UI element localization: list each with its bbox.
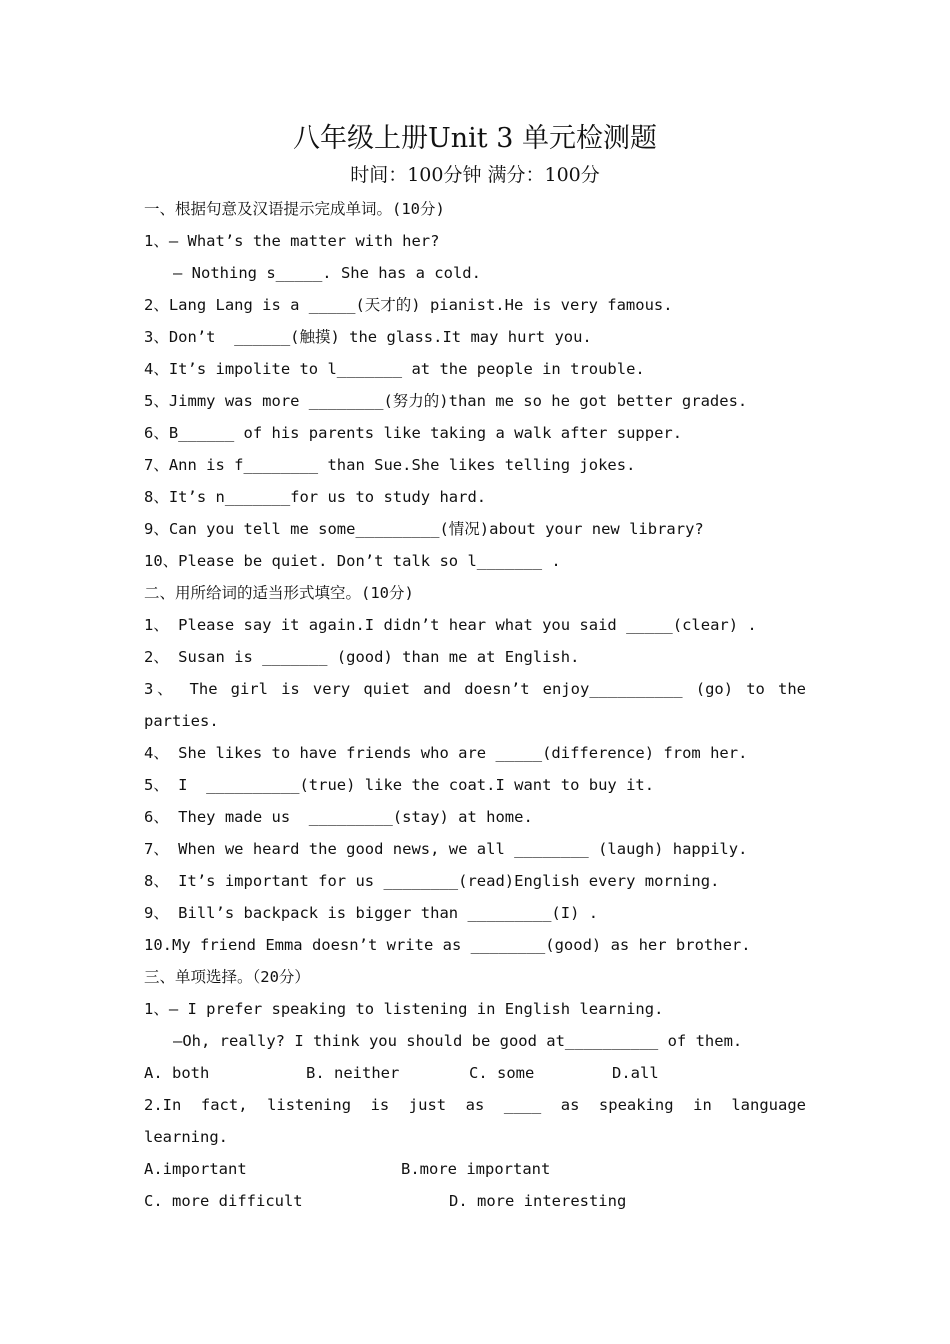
question-line: 7、 When we heard the good news, we all ________ (laugh) happily. xyxy=(144,840,748,858)
answer-options xyxy=(144,1185,806,1217)
question-line: 1、 Please say it again.I didn’t hear what you said _____(clear) . xyxy=(144,616,757,634)
section-1-heading: 一、根据句意及汉语提示完成单词。(10分) xyxy=(144,200,445,218)
section-1 xyxy=(144,193,806,577)
question-line: 6、 They made us _________(stay) at home. xyxy=(144,808,533,826)
question-line: 2、 Susan is _______ (good) than me at English. xyxy=(144,648,580,666)
question-line: 8、It’s n_______for us to study hard. xyxy=(144,488,487,506)
question-line: 3、 The girl is very quiet and doesn’t enjoy__________ (go) to the xyxy=(144,680,806,698)
option-a: A.important xyxy=(144,1160,247,1178)
section-2-heading: 二、用所给词的适当形式填空。(10分) xyxy=(144,584,414,602)
question-line: 9、Can you tell me some_________(情况)about your new library? xyxy=(144,520,704,538)
section-2 xyxy=(144,577,806,961)
question-line: 1、— I prefer speaking to listening in English learning. xyxy=(144,1000,664,1018)
question-line: 2、Lang Lang is a _____(天才的) pianist.He is very famous. xyxy=(144,296,673,314)
question-line: 9、 Bill’s backpack is bigger than _________(I) . xyxy=(144,904,599,922)
section-3-heading: 三、单项选择。（20分） xyxy=(144,968,310,986)
option-c: C. more difficult xyxy=(144,1192,303,1210)
question-line: 10、Please be quiet. Don’t talk so l_______ . xyxy=(144,552,561,570)
question-line: 8、 It’s important for us ________(read)English every morning. xyxy=(144,872,720,890)
question-line: parties. xyxy=(144,712,219,730)
question-line: 7、Ann is f________ than Sue.She likes telling jokes. xyxy=(144,456,636,474)
option-a: A. both xyxy=(144,1064,210,1082)
question-line: — Nothing s_____. She has a cold. xyxy=(173,264,481,282)
question-line: 5、Jimmy was more ________(努力的)than me so he got better grades. xyxy=(144,392,748,410)
question-line: 5、 I __________(true) like the coat.I want to buy it. xyxy=(144,776,655,794)
question-line: learning. xyxy=(144,1128,228,1146)
answer-options xyxy=(144,1057,806,1089)
question-line: 4、 She likes to have friends who are _____(difference) from her. xyxy=(144,744,748,762)
question-line: 3、Don’t ______(触摸) the glass.It may hurt you. xyxy=(144,328,592,346)
exam-page xyxy=(144,118,806,1217)
question-line: 4、It’s impolite to l_______ at the people in trouble. xyxy=(144,360,645,378)
question-line: 1、— What’s the matter with her? xyxy=(144,232,440,250)
question-line: 6、B______ of his parents like taking a walk after supper. xyxy=(144,424,683,442)
option-b: B. neither xyxy=(306,1064,400,1082)
question-line: 2.In fact, listening is just as ____ as speaking in language xyxy=(144,1096,806,1114)
section-3 xyxy=(144,961,806,1217)
option-b: B.more important xyxy=(401,1160,551,1178)
question-line: 10.My friend Emma doesn’t write as ________(good) as her brother. xyxy=(144,936,751,954)
question-line: —Oh, really? I think you should be good at__________ of them. xyxy=(173,1032,743,1050)
option-c: C. some xyxy=(469,1064,535,1082)
option-d: D.all xyxy=(612,1064,659,1082)
page-title: 八年级上册Unit 3 单元检测题 xyxy=(293,123,657,154)
answer-options xyxy=(144,1153,806,1185)
option-d: D. more interesting xyxy=(449,1192,627,1210)
exam-time-score: 时间：100分钟 满分：100分 xyxy=(350,164,600,186)
